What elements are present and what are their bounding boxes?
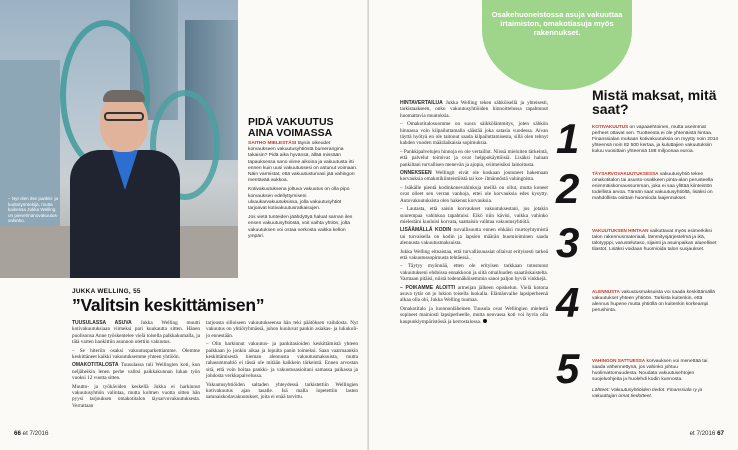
sidebar-body: täysin oikeudet korvaukseen vakuutusyhtiöstä bumerangina takaisin? Pidä aika hyvänsä, ällää missään tapauksessa sano viime aikoina ja vakuutusta irti ennen kuin uusi vakuutussesi on astunut voimaan. Näin varmistat, että vakuutusturvasi jää vahingon mentävää aukkoa. — [248, 141, 358, 184]
paragraph-body: Omakotitalo ja luonnonläheinen Tuusula ovat Wellingien mielestä sopineet mainiosti lapsiperheelle, mutta neuvassa koti voi hyvin olla kaupunkiympäristössä ja kerrostalossa. — [400, 305, 548, 325]
info-item — [592, 358, 720, 383]
article-paragraph — [400, 185, 548, 204]
article-paragraph — [400, 227, 548, 246]
sidebar-paragraph — [248, 215, 358, 240]
page-number: 67 — [717, 430, 724, 437]
portrait-photo — [0, 0, 238, 278]
paragraph-body: armeijan jälkeen opiskelun. Vielä kotona asuva tytär on jo lukion toisella luokalla. Elämänvaihe lapsiperheenä alkaa olla ohi, Jukka Welling tuumaa. — [400, 284, 549, 304]
paragraph-body: – Pankkipalvelujen hinnoja en ole vertaillut. Niissä mieluiten tärkeintä, että palvelut toimivat ja ovat helppokäyttöisiä. Lisäksi haluan pankiltani turvallisen menevän ja ajopia, sviimeisiksi lainoitusta. — [400, 148, 548, 168]
article-paragraph — [72, 348, 200, 361]
paragraph-body: Jukka Welling muutti kotivakuutuksiaan viimeksi pari kuukautta sitten. Hänen puolisonsa Anne työskentelee vielä toisella palkkakumalla, ja tätä varten hankittiin asunnon otettiin vakuutus. — [72, 320, 200, 346]
sidebar-body: Kotivakuutuksena joltuva vakuutus on olla pipo korvauksen edellyttymiseni ulvaukarvakuutuksissa, jolla vakuutusyhtiöt tarjoavat kotivakuutusratkaisujen. — [248, 187, 350, 212]
article-paragraph — [72, 384, 200, 410]
paragraph-lead: HINTAVERTAILUA — [400, 100, 443, 106]
sidebar-body: Jos vietä tunteiden jäähdyttyä haluat sarnan ilen ensen vakuutusyhtiöstä, voit vaihta yhtiön, jolta vakuutuksen voi ostaa verkosta vaikka kellon ympäri. — [248, 215, 353, 239]
article-paragraph — [400, 170, 548, 183]
right-article-column — [400, 100, 548, 327]
left-folio — [14, 430, 48, 437]
info-item — [592, 228, 720, 284]
paragraph-lead: LISÄÄMÄLLÄ KODIN — [400, 227, 452, 234]
article-paragraph — [400, 121, 548, 147]
page-number: 66 — [14, 430, 21, 437]
info-number: 5 — [556, 345, 580, 392]
quote-bubble-text: Osakehuoneistossa asuja vakuuttaa irtaimiston, omakotiasuja myös rakennukset. — [491, 10, 623, 37]
info-heading: Mistä maksat, mitä saat? — [592, 87, 717, 117]
article-paragraph — [400, 206, 548, 225]
paragraph-body: Vakuutusyhtiöiden saltaden yhteydessä tarkistettiin Wellingien kotivakuutus ajan tasalle. Isä malla lopetettiin lasten satunaiskodavakuutukset, joita ei enää tarvittu. — [206, 381, 358, 401]
info-number: 4 — [556, 279, 580, 326]
man-hair — [103, 90, 145, 102]
article-paragraph — [72, 320, 200, 346]
paragraph-body: – Omakotitalosuomme on suora säikkölämmitys, joten sähkön hinnassa voin kilpailuttamalla säästää joka satasia vuodessa. Aivan täyttä hyötyä en ole taitonut saada kilpailuttamisesta, sillä olen tehnyt kahden vuoden määräaikaisia sopimuksia. — [400, 121, 548, 147]
sidebar-text — [248, 141, 358, 243]
paragraph-body: – Se hiteriin osaksi vakuutusparkettiamme. Olemme keskittäneet kaikki vakuutuksemme yhteen yhtiöön. — [72, 347, 200, 361]
sidebar-paragraph — [248, 141, 358, 184]
end-mark-icon — [483, 319, 487, 323]
info-body: on vapaaehtoinen, mutta useimmat perheet ottavat sen. Tuotteesta ei ole yhtenäistä hintaa. Finanssialan mukaan kotivakuutuksia on myytty noin 2014 yhteensä noin 82 500 kertaa, ja kuluttajien vakuutuksiin kuluu vuosittain yhteensä 188 miljoonaa euroa. — [592, 125, 719, 155]
info-lead: ALENNUSTA — [592, 289, 620, 294]
article-paragraph — [400, 100, 548, 119]
paragraph-lead: ONNEKSEEN — [400, 170, 432, 177]
paragraph-body: Jukka Welling eitnaistaa, että turvallisuuasiat ollaivat erityisesti tarkeä että vakuutussopimusta tehtäessä. — [400, 248, 548, 261]
paragraph-body: Wellingit eivät ole koskaan joutuneet hakemaan korvauksia omakotikiinteistöistä tai kot- ilmännöstä vahingoista. — [400, 170, 548, 183]
info-item — [592, 289, 720, 353]
info-lead: KOTIVAKUUTUS — [592, 124, 629, 129]
paragraph-body: turvallisuutta ennen ehkäisi murtoyhtymistä tai turvaisella on kodin ja lapsien määrän huomioiminen saada alennusta vakuutusmaksuista. — [400, 227, 549, 247]
sidebar-heading: PIDÄ VAKUUTUS AINA VOIMASSA — [248, 116, 334, 139]
article-paragraph — [400, 306, 548, 325]
article-byline: JUKKA WELLING, 55 — [72, 288, 141, 295]
info-number: 1 — [556, 115, 580, 162]
paragraph-body: – Lautasta, että saisin korvaukset vakuutuksestani, jos jotakin suurempaa vahinkoa tapahtuisi. Eikö niin kävisi, vaikka vahinko mielestäni kuuluisi korvata, saattaisin vaihtaa vakuutusyhtiötä. — [400, 206, 548, 225]
man-glasses — [104, 112, 144, 121]
info-body: korvauksen voi menettää tai saada vähennettynä, jos vahinko johtuu huolimattomuudesta. Noudata vakuutusehtojen suojeluohjeita ja huolehdi kodin kunnosta. — [592, 359, 708, 383]
article-column-1 — [72, 320, 200, 411]
info-item — [592, 124, 720, 166]
article-paragraph — [400, 263, 548, 282]
article-paragraph — [206, 382, 358, 401]
article-title: ”Valitsin keskittämisen” — [72, 295, 265, 315]
paragraph-lead: – POIKAMME ALOITTI — [400, 284, 456, 291]
paragraph-body: – Olin harkinnut vakuutus- ja pankitasioiden keskittämistä yhteen paikkaan jo jonkin aikaa ja lopulta panin toimeksi. Saan vaarmaankin keskittämisestä hieman alennusta vakuutusmaksuista, mutta rahasummaltiö ei tässä ole mitään kaikkein tärkeintä. Ennen arvostan sitä, että voin hoitaa pankki- ja vakuutusasioitani samassa paikassa ja johdosta verkkopalvelussa. — [206, 341, 358, 380]
paragraph-lead: TUUSULASSA ASUVA — [72, 320, 132, 326]
paragraph-body: Tuusulassa tuli Wellingien koti, kun neljäheikin lenen perhe valitsi paikkakunnan lukan työn vuoksi 12 vuotta sitten. — [72, 362, 201, 382]
article-paragraph — [400, 149, 548, 168]
magazine-issue: et 7/2016 — [22, 430, 49, 437]
paragraph-body: tarjousta silloiseen vakuutukseensa hän teki päätöksen vaihdosta. Nyt vakuutus on yhtiöryhmässä, johon kuuluvat pankin asiakas- ja lukukoli-jo ennestään. — [206, 320, 358, 339]
right-folio — [690, 430, 724, 437]
article-column-2 — [206, 320, 358, 403]
sidebar-paragraph — [248, 187, 358, 212]
paragraph-body: – Isäkälle pientä kodinkonevahinkoja meillä on ollut, mutta koneet ovat olleet sen verran vanhoja, ettei ole korvauksia edes kysytty. Autovakuutuksista olen hakenut korvauksia. — [400, 184, 548, 204]
info-sources: Lähteet: Vakuutusyhtiöiden tiedot. Finanssiala ry ja vakuuttajan omat tiedotteet. — [592, 388, 703, 400]
article-paragraph — [400, 249, 548, 262]
info-lead: VAHINGON SATTUESSA — [592, 358, 646, 363]
info-body: vakuutusmaksuista voi saada keskittämällä vakuutukset yhteen yhtiöön. Tarkista kuitenkin, että alennus hupene mutta yhtiöllä on kuitenkin korkeampi perushinta. — [592, 290, 715, 314]
info-body: vakuutusyhtiö tekee omakotitalon tai asunto-osakkeen pinta-alan perusteella enimmäiskorvaussumman, joka ei saa ylittää kiinteistön todellista arvoa. Tämän saat vakuutusyhtiöltä, lisäksi on mahdollista osittain huomioda laajennukset. — [592, 172, 713, 202]
info-item — [592, 171, 720, 223]
paragraph-lead: OMAKOTITALOSTA — [72, 362, 119, 369]
paragraph-body: – Täytyy myönnää, etten ole erityisen tarkkaan tutustunut vakuutukseni ehdoissa ennakkoon ja siitä omailuuden saaatiiskaistelta. Varmaan pitäisi, niistä todennäköisemmin sanoi paljon hyviä vinkkejä. — [400, 263, 548, 283]
info-lead: TÄYSARVOVAKUUTUKSESSA — [592, 171, 659, 176]
paragraph-body: Jukka Welling teken sähköisellä ja yhteisesti, tarkistaakseen, onko vakuutusyhtiöiden hinnoittelussa tapahtunut huomattavia muutoksia. — [400, 100, 548, 119]
article-paragraph — [400, 285, 548, 304]
info-column — [592, 124, 720, 406]
magazine-issue: et 7/2016 — [689, 430, 716, 437]
paragraph-body: Muutto- ja työkäviden keskellä Jukka ei harkinnut vakuutusyhtiön valintaa, mutta kolmen vuotta sitten hän pyysi tarjouksen omakotitalon täysarvovakuutuksesta. Verrattaan — [72, 383, 200, 409]
info-number: 3 — [556, 219, 580, 266]
photo-caption: – Nyt olen itse pankki- ja luottotyöntekijä, mutta kaikessa Jukka Welling on pienetmanovakuutus- vahinko. — [8, 196, 59, 224]
info-lead: VAKUUTUKSEN HINTAAN — [592, 228, 649, 233]
info-body: vaikuttavat myös esimerkiksi talon rakennusmateriaali, lämmitysjärjestelmä ja ikä, talotyyppi, varustelutaso, sijainti ja asuinpaikan alueelliset tilastot. Lisäksi voidaan huomioida talon suojaukset. — [592, 229, 717, 253]
sidebar-lead: SAITHO MIELESTÄSI — [248, 141, 297, 146]
article-paragraph — [206, 320, 358, 339]
article-paragraph — [72, 362, 200, 381]
article-paragraph — [206, 341, 358, 379]
info-number: 2 — [556, 165, 580, 212]
